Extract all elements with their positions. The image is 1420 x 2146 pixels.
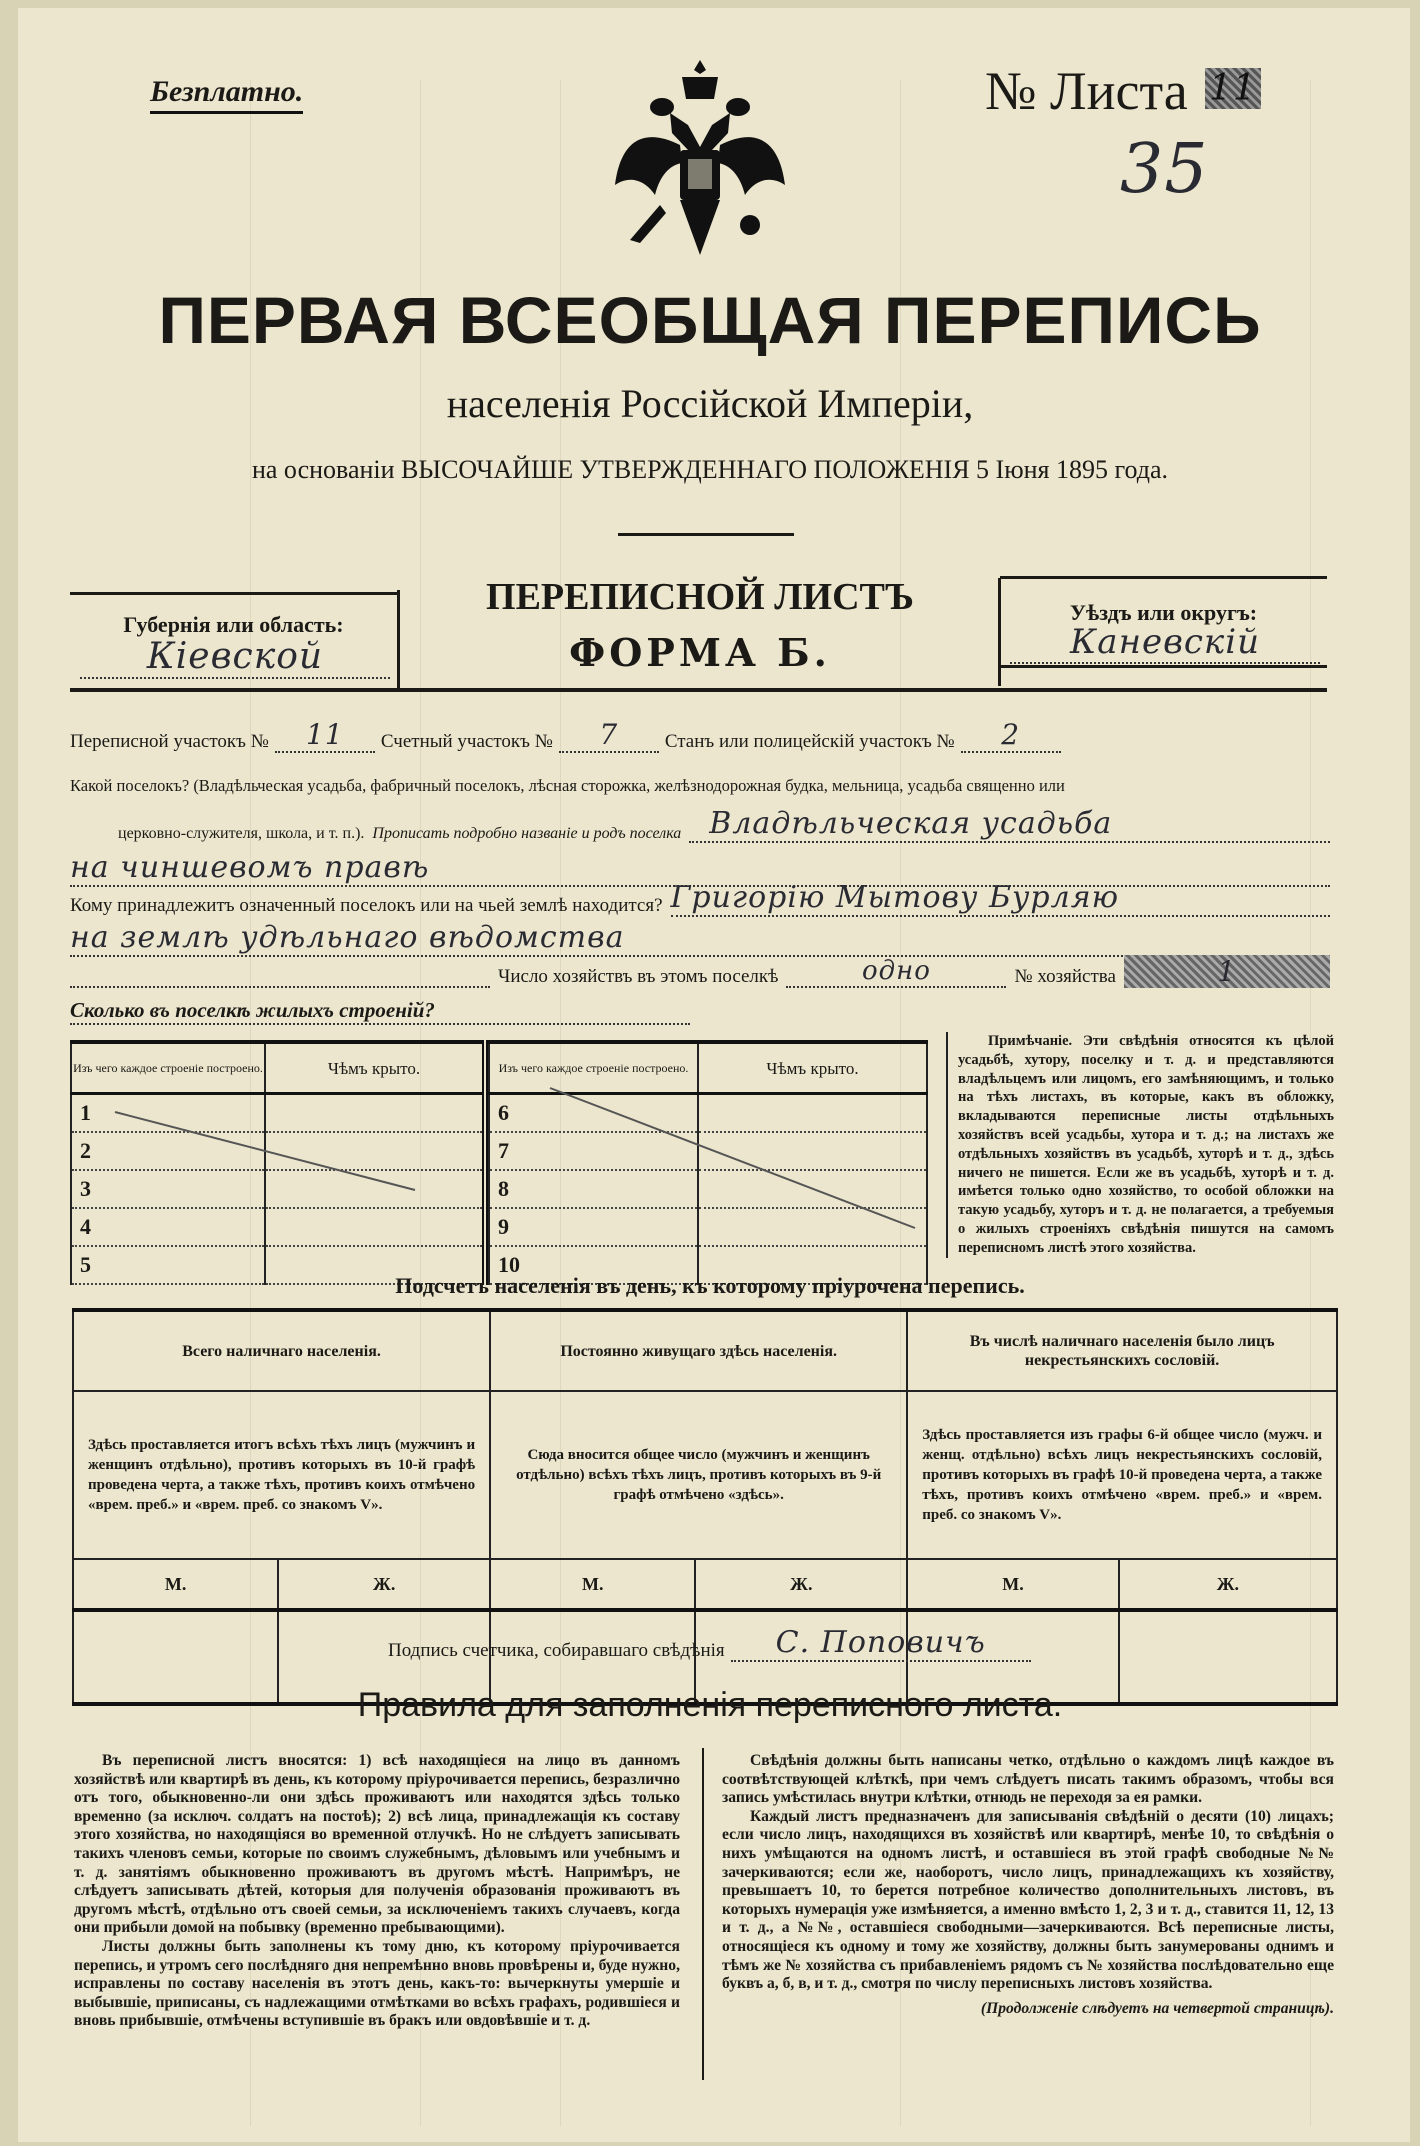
blank-line xyxy=(70,966,490,988)
buildings-label: Сколько въ поселкѣ жилыхъ строеній? xyxy=(70,998,690,1025)
guberniya-field[interactable]: Кіевской xyxy=(80,636,390,679)
col-material: Изъ чего каждое строеніе построено. xyxy=(71,1042,265,1094)
sheet-number-handwritten: 35 xyxy=(1120,130,1209,209)
strike-through-lines xyxy=(70,1040,930,1270)
signature-field[interactable]: С. Поповичъ xyxy=(731,1625,1031,1662)
sheet-number-crossed: 11 xyxy=(1205,68,1261,109)
owner-label: Кому принадлежитъ означенный поселокъ или на чьей землѣ находится? xyxy=(70,895,663,916)
row-number: 3 xyxy=(71,1170,265,1208)
desc-non-peasant: Здѣсь проставляется изъ графы 6-й общее число (мужч. и женщ. отдѣльно) всѣхъ лицъ некрестьянскихъ сословій, противъ которыхъ въ графѣ 10-й проведена черта, а также тѣхъ, противъ коихъ отмѣчено «врем. преб.» и «врем. преб. со знакомъ V». xyxy=(907,1391,1337,1559)
male-label: М. xyxy=(907,1559,1118,1610)
male-label: М. xyxy=(73,1559,278,1610)
settlement-field[interactable]: Владѣльческая усадьба xyxy=(689,806,1330,843)
row-number: 4 xyxy=(71,1208,265,1246)
rules-paragraph: Каждый листъ предназначенъ для записыванія свѣдѣній о десяти (10) лицахъ; если число лицъ, находящихся въ хозяйствѣ или квартирѣ, менѣе 10, то свѣдѣнія о нихъ умѣщаются на одномъ листѣ, и оставшіеся въ этой графѣ свободные №№ зачеркиваются; если же, наоборотъ, число лицъ, принадлежащихъ къ хозяйству, превышаетъ 10, то берется потребное количество дополнительныхъ листовъ, въ которыхъ нумерація уже измѣняется, а именно вмѣсто 1, 2, 3 и т. д., ставится 11, 12, 13 и т. д., а №№, оставшіеся свободными—зачеркиваются. Всѣ переписные листы, относящіеся къ одному и тому же хозяйству, должны быть занумерованы однимъ и тѣмъ же № хозяйства съ прибавленіемъ рядомъ съ № хозяйства послѣдовательно еще буквъ а, б, в, и т. д., смотря по числу переписныхъ листовъ хозяйства. xyxy=(722,1807,1334,1993)
row-number: 10 xyxy=(489,1246,698,1284)
column-divider xyxy=(702,1748,704,2080)
uezd-label: Уѣздъ или округъ: xyxy=(1069,600,1258,625)
settlement-label: Какой поселокъ? (Владѣльческая усадьба, фабричный поселокъ, лѣсная сторожка, желѣзнодорожная будка, мельница, усадьба священно или xyxy=(70,776,1065,795)
document-subtitle: населенія Россійской Имперіи, xyxy=(446,381,974,426)
guberniya-label: Губернія или область: xyxy=(123,612,344,637)
household-no-label: № хозяйства xyxy=(1014,966,1116,987)
col-material: Изъ чего каждое строеніе построено. xyxy=(489,1042,698,1094)
desc-permanent: Сюда вносится общее число (мужчинъ и женщинъ отдѣльно) всѣхъ тѣхъ лицъ, противъ которыхъ въ 9-й графѣ отмѣчено «здѣсь». xyxy=(490,1391,907,1559)
households-field[interactable]: одно xyxy=(786,956,1006,988)
double-headed-eagle-emblem xyxy=(600,55,800,265)
rules-paragraph: Свѣдѣнія должны быть написаны четко, отдѣльно о каждомъ лицѣ каждое въ соотвѣтствующей клѣткѣ, при чемъ слѣдуетъ писать такимъ образомъ, чтобы вся запись умѣстилась внутри клѣтки, отнюдь не переходя за ея рамки. xyxy=(722,1752,1334,1807)
row-number: 1 xyxy=(71,1094,265,1133)
settlement-field-2[interactable]: на чиншевомъ правѣ xyxy=(70,850,1330,887)
settlement-label-2: церковно-служителя, школа, и т. п.). xyxy=(118,825,365,842)
signature-label: Подпись счетчика, собиравшаго свѣдѣнія xyxy=(388,1640,725,1661)
female-label: Ж. xyxy=(1119,1559,1337,1610)
uezd-field[interactable]: Каневскій xyxy=(1010,622,1320,664)
row-number: 2 xyxy=(71,1132,265,1170)
divider xyxy=(1000,576,1327,579)
rules-left-column xyxy=(74,1752,680,2031)
households-label: Число хозяйствъ въ этомъ поселкѣ xyxy=(498,966,779,987)
census-district-field[interactable]: 11 xyxy=(275,718,375,753)
free-label: Безплатно. xyxy=(150,75,303,114)
continued-note: (Продолженіе слѣдуетъ на четвертой страницѣ). xyxy=(980,1999,1334,2017)
settlement-hint: Прописать подробно названіе и родъ поселка xyxy=(372,825,682,842)
basis-line: на основаніи ВЫСОЧАЙШЕ УТВЕРЖДЕННАГО ПОЛОЖЕНІЯ 5 Іюня 1895 года. xyxy=(251,455,1169,484)
col-roof: Чѣмъ крыто. xyxy=(265,1042,485,1094)
divider xyxy=(618,533,794,536)
row-number: 7 xyxy=(489,1132,698,1170)
sheet-title: ПЕРЕПИСНОЙ ЛИСТЪ xyxy=(486,576,914,618)
male-label: М. xyxy=(490,1559,695,1610)
note-text: Примѣчаніе. Эти свѣдѣнія относятся къ цѣлой усадьбѣ, хутору, поселку и т. д. и представляются владѣльцемъ или лицомъ, его замѣняющимъ, и только на тѣхъ листахъ, въ которые, какъ въ обложку, вкладываются переписные листы отдѣльныхъ хозяйствъ всей усадьбы, хутора и т. д.; на листахъ же отдѣльныхъ хозяйствъ въ усадьбѣ, хуторѣ и т. д., здѣсь ничего не пишется. Если же въ усадьбѣ, хуторѣ и т. д. имѣется только одно хозяйство, то особой обложки на такую усадьбу, хуторъ и т. д. не полагается, а требуемыя о жилыхъ строеніяхъ свѣдѣнія пишутся на самомъ переписномъ листѣ этого хозяйства. xyxy=(958,1033,1334,1256)
population-title: Подсчетъ населенія въ день, къ которому пріурочена перепись. xyxy=(395,1273,1025,1298)
female-label: Ж. xyxy=(695,1559,907,1610)
owner-field[interactable]: Григорію Мытову Бурляю xyxy=(671,880,1330,917)
owner-field-2[interactable]: на землѣ удѣльнаго вѣдомства xyxy=(70,920,1330,957)
divider xyxy=(70,592,400,595)
col-total-population: Всего наличнаго населенія. xyxy=(73,1310,490,1391)
divider xyxy=(1000,665,1327,668)
col-roof: Чѣмъ крыто. xyxy=(698,1042,927,1094)
sheet-number-label: № Листа xyxy=(985,61,1188,121)
divider xyxy=(70,688,1327,692)
count-district-field[interactable]: 7 xyxy=(559,718,659,753)
form-name: ФОРМА Б. xyxy=(569,630,831,675)
note-box xyxy=(946,1032,1334,1258)
document-title: ПЕРВАЯ ВСЕОБЩАЯ ПЕРЕПИСЬ xyxy=(158,283,1262,357)
count-district-label: Счетный участокъ № xyxy=(380,731,553,752)
household-no-field[interactable]: 1 xyxy=(1124,955,1330,988)
desc-total: Здѣсь проставляется итогъ всѣхъ тѣхъ лицъ (мужчинъ и женщинъ отдѣльно), противъ которыхъ въ 10-й графѣ проведена черта, а также тѣхъ, противъ коихъ отмѣчено «врем. преб.» и «врем. преб. со знакомъ V». xyxy=(73,1391,490,1559)
row-number: 6 xyxy=(489,1094,698,1133)
stan-label: Станъ или полицейскій участокъ № xyxy=(664,731,955,752)
row-number: 9 xyxy=(489,1208,698,1246)
stan-field[interactable]: 2 xyxy=(961,718,1061,753)
col-non-peasant: Въ числѣ наличнаго населенія было лицъ некрестьянскихъ сословій. xyxy=(907,1310,1337,1391)
rules-title: Правила для заполненія переписного листа. xyxy=(357,1686,1063,1724)
female-label: Ж. xyxy=(278,1559,490,1610)
rules-right-column xyxy=(722,1752,1334,2018)
rules-paragraph: Листы должны быть заполнены къ тому дню, къ которому пріурочивается перепись, и утромъ сего послѣдняго дня непремѣнно вновь провѣрены и, буде нужно, исправлены по составу населенія въ этотъ день, какъ-то: вычеркнуты умершіе и выбывшіе, приписаны, съ надлежащими отмѣтками во всѣхъ графахъ, родившіеся и вновь прибывшіе, отмѣчены вступившіе въ бракъ или овдовѣвшіе и т. д. xyxy=(74,1937,680,2030)
rules-paragraph: Въ переписной листъ вносятся: 1) всѣ находящіеся на лицо въ данномъ хозяйствѣ или квартирѣ въ день, къ которому пріурочивается перепись, безразлично отъ того, обыкновенно-ли они здѣсь проживаютъ или находятся здѣсь только временно (за исключ. солдатъ на постоѣ); 2) всѣ лица, принадлежащія къ составу этого хозяйства, но находящіяся во временной отлучкѣ. Но не слѣдуетъ записывать такихъ членовъ семьи, которые по своимъ служебнымъ, дѣловымъ или учебнымъ и т. д. занятіямъ обыкновенно проживаютъ въ другомъ мѣстѣ. Напримѣръ, не слѣдуетъ записывать дѣтей, которыя для полученія образованія проживаютъ въ другомъ мѣстѣ, отдѣльно отъ своей семьи, за исключеніемъ такихъ случаевъ, когда они прибыли домой на побывку (временно пребывающими). xyxy=(74,1752,680,1937)
census-district-label: Переписной участокъ № xyxy=(70,731,269,752)
col-permanent-population: Постоянно живущаго здѣсь населенія. xyxy=(490,1310,907,1391)
row-number: 5 xyxy=(71,1246,265,1284)
row-number: 8 xyxy=(489,1170,698,1208)
